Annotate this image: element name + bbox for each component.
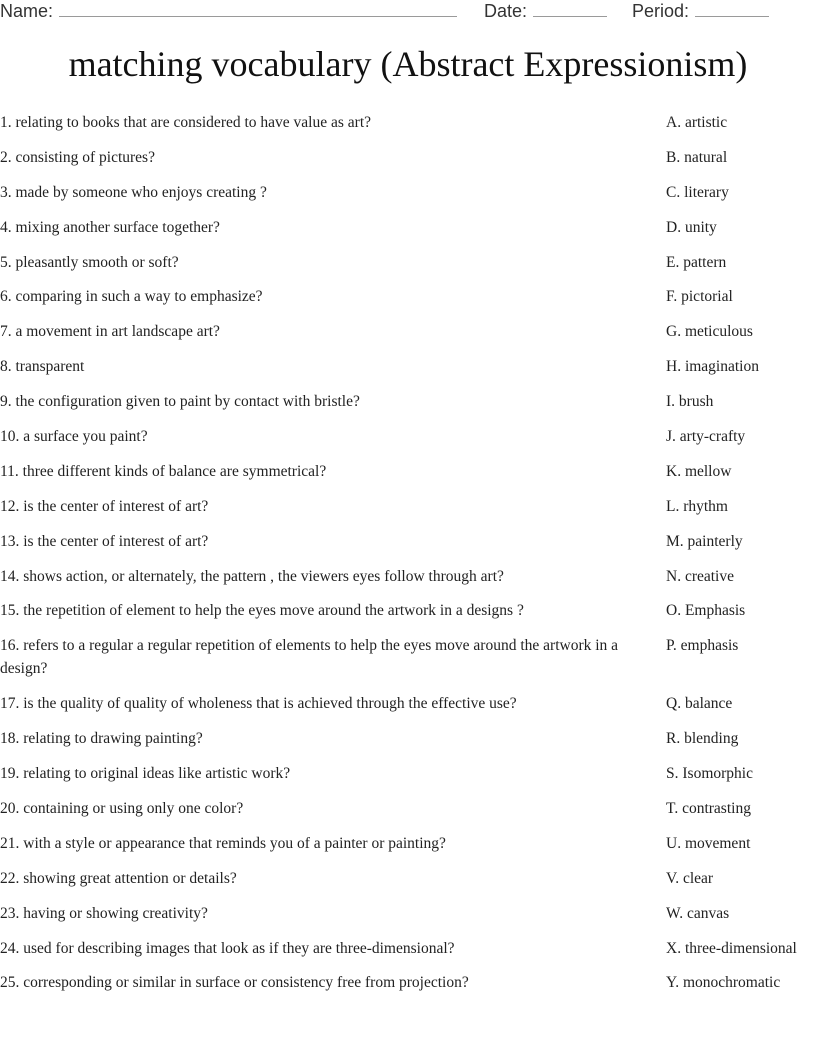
matching-row bbox=[0, 867, 816, 902]
matching-row bbox=[0, 251, 816, 286]
question: 17. is the quality of quality of wholeness that is achieved through the effective use? bbox=[0, 695, 517, 713]
matching-row bbox=[0, 111, 816, 146]
answer-option: A. artistic bbox=[666, 114, 728, 131]
question: 7. a movement in art landscape art? bbox=[0, 323, 220, 341]
matching-row bbox=[0, 320, 816, 355]
question: 11. three different kinds of balance are symmetrical? bbox=[0, 462, 327, 480]
question: 3. made by someone who enjoys creating ? bbox=[0, 183, 267, 201]
matching-row bbox=[0, 971, 816, 1006]
matching-row bbox=[0, 146, 816, 181]
question: 19. relating to original ideas like artistic work? bbox=[0, 765, 291, 783]
answer-option: Y. monochromatic bbox=[666, 974, 781, 992]
question: 5. pleasantly smooth or soft? bbox=[0, 253, 179, 271]
period-label: Period: bbox=[632, 1, 690, 21]
matching-row bbox=[0, 727, 816, 762]
matching-row bbox=[0, 692, 816, 727]
date-blank-line[interactable] bbox=[533, 0, 607, 17]
answer-option: H. imagination bbox=[666, 358, 759, 376]
answer-option: D. unity bbox=[666, 218, 717, 236]
matching-row bbox=[0, 495, 816, 530]
answer-option: P. emphasis bbox=[666, 637, 739, 655]
question: 6. comparing in such a way to emphasize? bbox=[0, 288, 263, 306]
page-title: matching vocabulary (Abstract Expressionism) bbox=[68, 44, 748, 84]
question: 8. transparent bbox=[0, 358, 85, 376]
answer-option: C. literary bbox=[666, 183, 729, 201]
question: 15. the repetition of element to help the eyes move around the artwork in a designs ? bbox=[0, 602, 524, 620]
worksheet-header bbox=[0, 0, 816, 24]
answer-option: K. mellow bbox=[666, 462, 732, 480]
question: 1. relating to books that are considered to have value as art? bbox=[0, 114, 372, 131]
question: 9. the configuration given to paint by contact with bristle? bbox=[0, 393, 360, 411]
matching-row bbox=[0, 530, 816, 565]
matching-row bbox=[0, 902, 816, 937]
question: 13. is the center of interest of art? bbox=[0, 532, 209, 550]
matching-row bbox=[0, 565, 816, 600]
matching-row bbox=[0, 762, 816, 797]
answer-option: R. blending bbox=[666, 730, 739, 748]
answer-option: W. canvas bbox=[666, 904, 730, 922]
answer-option: M. painterly bbox=[666, 532, 743, 550]
date-label: Date: bbox=[484, 1, 528, 21]
question: 24. used for describing images that look as if they are three-dimensional? bbox=[0, 939, 455, 957]
answer-option: E. pattern bbox=[666, 253, 727, 271]
question: 22. showing great attention or details? bbox=[0, 869, 237, 887]
question: 18. relating to drawing painting? bbox=[0, 730, 203, 748]
answer-option: B. natural bbox=[666, 148, 728, 166]
answer-option: F. pictorial bbox=[666, 288, 733, 306]
matching-row bbox=[0, 355, 816, 390]
question: 21. with a style or appearance that reminds you of a painter or painting? bbox=[0, 834, 446, 852]
answer-option: T. contrasting bbox=[666, 800, 751, 818]
question: 20. containing or using only one color? bbox=[0, 800, 244, 818]
period-field[interactable] bbox=[632, 0, 769, 21]
answer-option: U. movement bbox=[666, 834, 751, 852]
answer-option: N. creative bbox=[666, 567, 734, 585]
answer-option: I. brush bbox=[666, 393, 714, 411]
matching-row bbox=[0, 634, 816, 692]
matching-row bbox=[0, 460, 816, 495]
date-field[interactable] bbox=[484, 0, 607, 21]
question: 25. corresponding or similar in surface or consistency free from projection? bbox=[0, 974, 469, 992]
matching-row bbox=[0, 285, 816, 320]
answer-option: J. arty-crafty bbox=[666, 428, 746, 446]
question: 4. mixing another surface together? bbox=[0, 218, 220, 236]
matching-row bbox=[0, 832, 816, 867]
matching-row bbox=[0, 599, 816, 634]
matching-row bbox=[0, 390, 816, 425]
matching-row bbox=[0, 425, 816, 460]
matching-row bbox=[0, 937, 816, 972]
period-blank-line[interactable] bbox=[695, 0, 769, 17]
matching-row bbox=[0, 181, 816, 216]
question: 12. is the center of interest of art? bbox=[0, 497, 209, 515]
name-field[interactable] bbox=[0, 0, 457, 21]
answer-option: G. meticulous bbox=[666, 323, 753, 341]
matching-row bbox=[0, 797, 816, 832]
answer-option: S. Isomorphic bbox=[666, 765, 753, 783]
question: 14. shows action, or alternately, the pattern , the viewers eyes follow through art? bbox=[0, 567, 504, 585]
matching-list bbox=[0, 111, 816, 1006]
name-blank-line[interactable] bbox=[59, 0, 457, 17]
answer-option: Q. balance bbox=[666, 695, 733, 713]
answer-option: O. Emphasis bbox=[666, 602, 746, 620]
matching-row bbox=[0, 216, 816, 251]
answer-option: L. rhythm bbox=[666, 497, 728, 515]
name-label: Name: bbox=[0, 1, 54, 21]
answer-option: X. three-dimensional bbox=[666, 939, 797, 957]
question: 2. consisting of pictures? bbox=[0, 148, 155, 166]
question: 23. having or showing creativity? bbox=[0, 904, 208, 922]
question: 10. a surface you paint? bbox=[0, 428, 148, 446]
question: 16. refers to a regular a regular repetition of elements to help the eyes move around the artwork in a design? bbox=[0, 637, 619, 678]
answer-option: V. clear bbox=[666, 869, 714, 887]
